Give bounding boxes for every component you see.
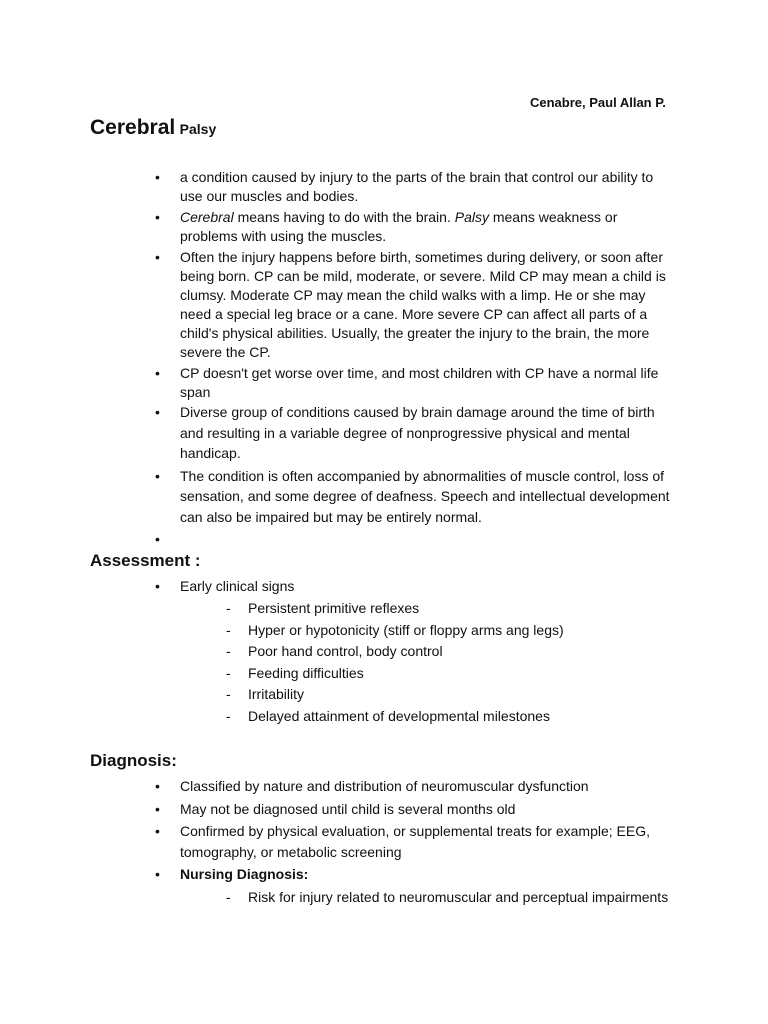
list-item-empty (155, 529, 675, 550)
sign-item: - Irritability (180, 684, 675, 706)
list-item (155, 577, 675, 728)
list-item: • The condition is often accompanied by abnormalities of muscle control, loss of sensation, and some degree of deafness. Speech and intellectual development can also be impaired but may be entirely normal. (155, 466, 675, 528)
list-item (155, 208, 675, 246)
list-item: • CP doesn't get worse over time, and most children with CP have a normal life span (155, 364, 675, 402)
list-item: • a condition caused by injury to the parts of the brain that control our ability to use our muscles and bodies. (155, 168, 675, 206)
list-item-text: Early clinical signs (180, 578, 295, 594)
list-item: • Diverse group of conditions caused by brain damage around the time of birth and resulting in a variable degree of nonprogressive physical and mental handicap. (155, 402, 675, 464)
list-item: • Confirmed by physical evaluation, or supplemental treats for example; EEG, tomography, or metabolic screening (155, 821, 675, 862)
nursing-diagnosis-label: Nursing Diagnosis: (180, 866, 309, 882)
list-item (155, 864, 675, 908)
intro-list (155, 168, 675, 404)
nursing-diagnosis-list (180, 887, 675, 909)
diagnosis-heading: Diagnosis: (90, 751, 177, 770)
assessment-heading: Assessment : (90, 551, 201, 570)
assessment-list (155, 577, 675, 730)
sign-item: - Poor hand control, body control (180, 641, 675, 663)
list-item-text: means having to do with the brain. (233, 209, 455, 225)
sign-item: - Feeding difficulties (180, 663, 675, 685)
list-item-text: means weakness or problems with using the muscles. (180, 209, 618, 244)
sign-item: - Delayed attainment of developmental milestones (180, 706, 675, 728)
term-palsy: Palsy (454, 209, 489, 225)
author-name: Cenabre, Paul Allan P. (530, 95, 666, 110)
list-item: • Often the injury happens before birth, sometimes during delivery, or soon after being born. CP can be mild, moderate, or severe. Mild CP may mean a child is clumsy. Moderate CP may mean the child walks with a limp. He or she may need a special leg brace or a cane. More severe CP can affect all parts of a child's physical abilities. Usually, the greater the injury to the brain, the more severe the CP. (155, 248, 675, 362)
list-item: • Classified by nature and distribution of neuromuscular dysfunction (155, 776, 675, 797)
title-sub: Palsy (179, 121, 217, 137)
signs-list (180, 598, 675, 728)
sign-item: - Hyper or hypotonicity (stiff or floppy arms ang legs) (180, 620, 675, 642)
page-title (90, 116, 216, 140)
list-item: • May not be diagnosed until child is several months old (155, 799, 675, 820)
diagnosis-list (155, 776, 675, 910)
sign-item: - Persistent primitive reflexes (180, 598, 675, 620)
intro-list-cont (155, 402, 675, 552)
nursing-item: - Risk for injury related to neuromuscular and perceptual impairments (180, 887, 675, 909)
term-cerebral: Cerebral (180, 209, 234, 225)
title-main: Cerebral (90, 116, 176, 139)
